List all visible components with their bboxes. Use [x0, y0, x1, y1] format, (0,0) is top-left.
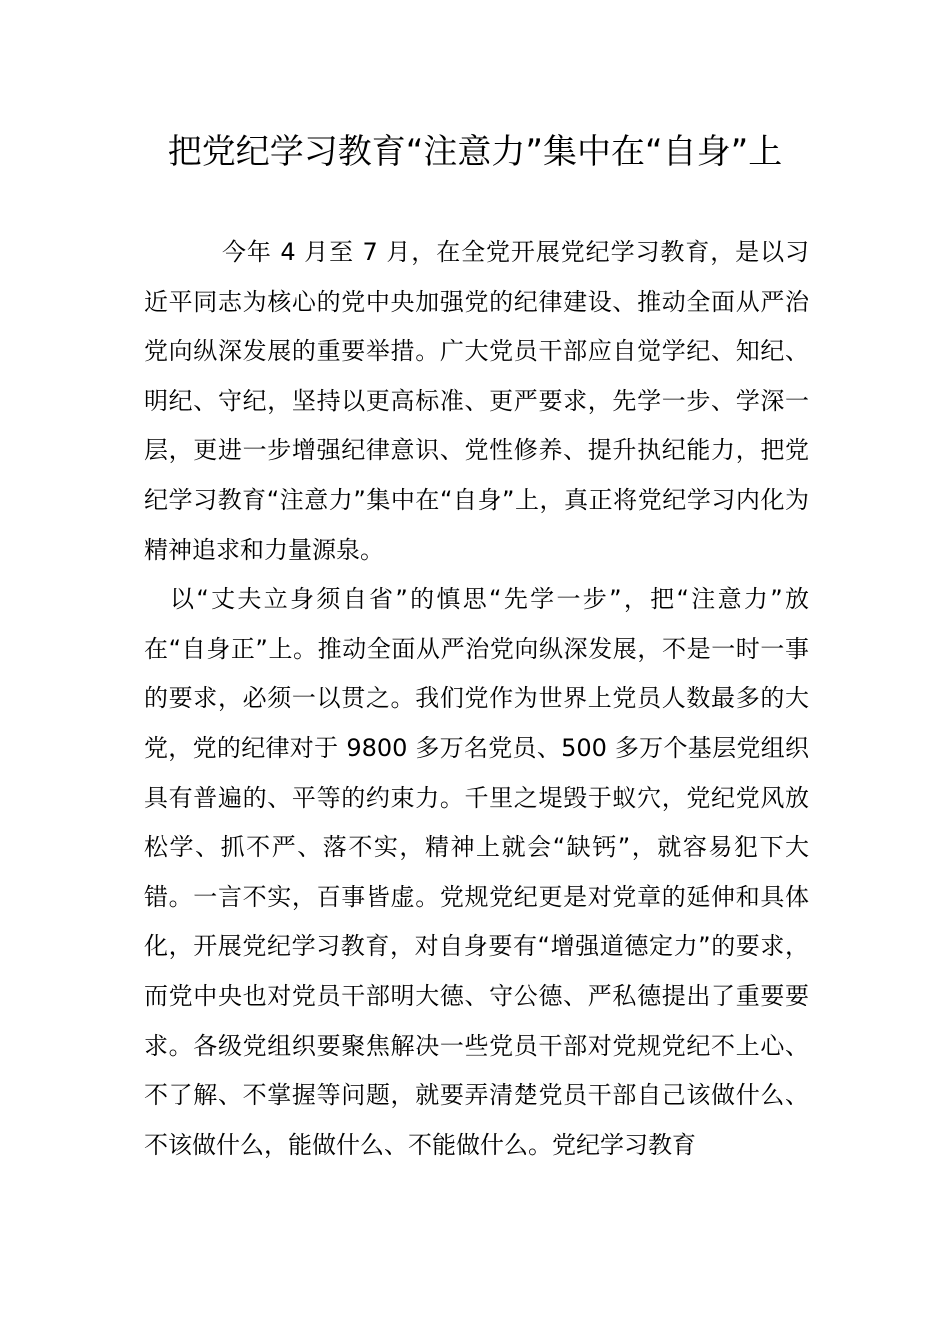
- document-title: 把党纪学习教育“注意力”集中在“自身”上: [167, 132, 783, 172]
- paragraph-self-reflection: 以“丈夫立身须自省”的慎思“先学一步”，把“注意力”放在“自身正”上。推动全面从严治党向纵深发展，不是一时一事的要求，必须一以贯之。我们党作为世界上党员人数最多的大党，党的纪律对于 9800 多万名党员、500 多万个基层党组织具有普遍的、平等的约束力。千里之堤毁于蚁穴，党纪党风放松学、抓不严、落不实，精神上就会“缺钙”，就容易犯下大错。一言不实，百事皆虚。党规党纪更是对党章的延伸和具体化，开展党纪学习教育，对自身要有“增强道德定力”的要求，而党中央也对党员干部明大德、守公德、严私德提出了重要要求。各级党组织要聚焦解决一些党员干部对党规党纪不上心、不了解、不掌握等问题，就要弄清楚党员干部自己该做什么、不该做什么，能做什么、不能做什么。党纪学习教育: [144, 585, 809, 1159]
- document-body: [144, 228, 809, 1170]
- paragraph-intro: 今年 4 月至 7 月，在全党开展党纪学习教育，是以习近平同志为核心的党中央加强党的纪律建设、推动全面从严治党向纵深发展的重要举措。广大党员干部应自觉学纪、知纪、明纪、守纪，坚持以更高标准、更严要求，先学一步、学深一层，更进一步增强纪律意识、党性修养、提升执纪能力，把党纪学习教育“注意力”集中在“自身”上，真正将党纪学习内化为精神追求和力量源泉。: [144, 238, 809, 564]
